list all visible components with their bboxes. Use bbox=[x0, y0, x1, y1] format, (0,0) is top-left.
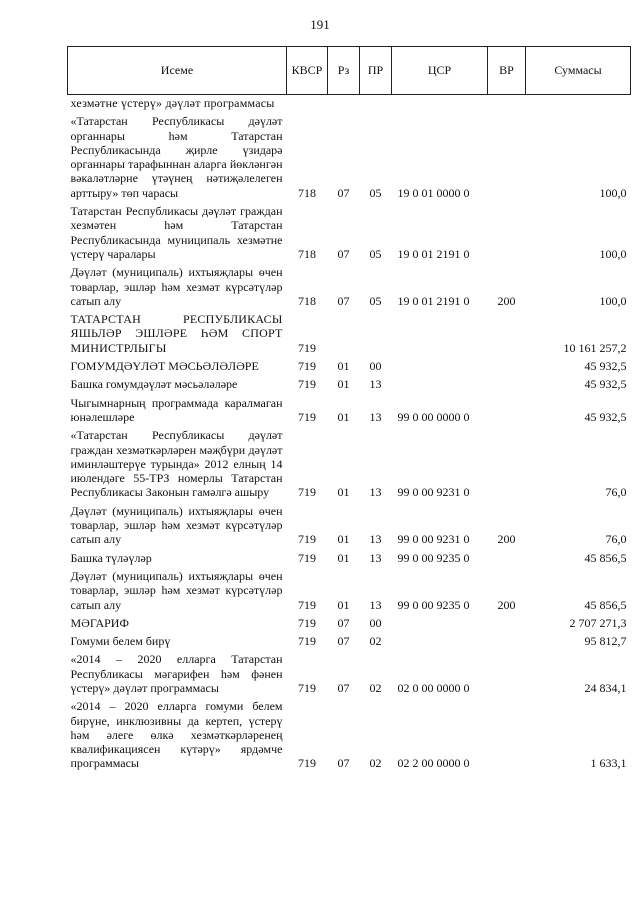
table-row bbox=[68, 264, 631, 311]
table-header-row bbox=[68, 47, 631, 95]
row-pr: 00 bbox=[369, 359, 382, 374]
row-rz bbox=[328, 311, 360, 358]
header-sum: Суммасы bbox=[526, 47, 631, 95]
row-rz: 07 bbox=[337, 615, 350, 630]
table-row bbox=[68, 633, 631, 651]
row-kvsr: 718 bbox=[298, 246, 316, 261]
row-csr: 99 0 00 0000 0 bbox=[397, 409, 470, 424]
row-sum: 76,0 bbox=[605, 532, 627, 547]
row-sum: 45 856,5 bbox=[584, 550, 627, 565]
row-pr: 13 bbox=[369, 550, 382, 565]
row-sum: 24 834,1 bbox=[584, 680, 627, 695]
row-name: Дәүләт (муниципаль) ихтыяҗлары өчен товарлар, эшләр һәм хезмәт күрсәтүләр сатып алу bbox=[70, 568, 283, 612]
table-row bbox=[68, 503, 631, 550]
table-row bbox=[68, 203, 631, 264]
row-pr: 05 bbox=[369, 246, 382, 261]
table-row bbox=[68, 698, 631, 773]
row-vr bbox=[488, 651, 526, 698]
row-name: «2014 – 2020 елларга Татарстан Республикасы мәгарифен һәм фәнен үстерү» дәүләт программасы bbox=[70, 652, 283, 695]
table-row bbox=[68, 95, 631, 114]
row-csr: 19 0 01 2191 0 bbox=[397, 293, 470, 308]
row-vr bbox=[488, 698, 526, 773]
row-pr: 13 bbox=[369, 597, 382, 612]
row-kvsr: 719 bbox=[298, 756, 316, 771]
row-kvsr bbox=[287, 95, 328, 114]
row-csr: 99 0 00 9231 0 bbox=[397, 532, 470, 547]
row-name: Гомуми белем бирү bbox=[70, 634, 171, 649]
row-pr: 13 bbox=[369, 409, 382, 424]
row-name: ГОМУМДӘҮЛӘТ МӘСЬӘЛӘЛӘРЕ bbox=[70, 359, 259, 374]
row-sum: 45 932,5 bbox=[584, 377, 627, 392]
row-rz: 07 bbox=[337, 185, 350, 200]
row-kvsr: 719 bbox=[298, 340, 316, 355]
row-vr bbox=[488, 615, 526, 633]
row-kvsr: 719 bbox=[298, 634, 316, 649]
table-row bbox=[68, 550, 631, 568]
row-pr: 02 bbox=[369, 756, 382, 771]
row-pr: 00 bbox=[369, 615, 382, 630]
page-number: 191 bbox=[310, 17, 330, 32]
header-csr: ЦСР bbox=[392, 47, 488, 95]
row-sum: 45 856,5 bbox=[584, 597, 627, 612]
row-sum: 100,0 bbox=[599, 293, 627, 308]
row-rz: 07 bbox=[337, 246, 350, 261]
row-pr: 05 bbox=[369, 185, 382, 200]
row-name: «Татарстан Республикасы дәүләт граждан хезмәткәрләрен мәҗбүри дәүләт иминләштерүе турында» 2012 елның 14 июлендәге 55-ТРЗ номерлы Татарстан Республикасы Законын гамәлгә ашыру bbox=[70, 428, 283, 500]
row-kvsr: 719 bbox=[298, 597, 316, 612]
header-kvsr: КВСР bbox=[287, 47, 328, 95]
row-sum: 1 633,1 bbox=[590, 756, 627, 771]
row-rz: 01 bbox=[337, 532, 350, 547]
row-sum: 100,0 bbox=[599, 185, 627, 200]
row-csr bbox=[392, 633, 488, 651]
row-vr: 200 bbox=[497, 293, 516, 308]
row-kvsr: 719 bbox=[298, 409, 316, 424]
row-csr bbox=[392, 358, 488, 376]
budget-table bbox=[67, 46, 631, 774]
row-pr: 13 bbox=[369, 377, 382, 392]
row-name: «Татарстан Республикасы дәүләт органнары һәм Татарстан Республикасында җирле үзидарә органнары тарафыннан аларга йөкләнгән вәкаләтләрне үтәүнең нәтиҗәлелеген арттыру» төп чарасы bbox=[70, 114, 283, 200]
row-name: «2014 – 2020 елларга гомуми белем бирүне, инклюзивны да кертеп, үстерү һәм әлеге өлкә хезмәткәрләренең квалификациясен күтәрү» ярдәмче программасы bbox=[70, 699, 283, 771]
row-rz: 01 bbox=[337, 359, 350, 374]
row-pr: 02 bbox=[369, 634, 382, 649]
row-kvsr: 719 bbox=[298, 485, 316, 500]
row-sum: 2 707 271,3 bbox=[569, 615, 627, 630]
row-sum: 100,0 bbox=[599, 246, 627, 261]
table-row bbox=[68, 615, 631, 633]
row-csr bbox=[392, 95, 488, 114]
row-kvsr: 719 bbox=[298, 680, 316, 695]
row-csr: 99 0 00 9235 0 bbox=[397, 550, 470, 565]
row-sum: 45 932,5 bbox=[584, 409, 627, 424]
row-vr bbox=[488, 427, 526, 502]
row-rz: 07 bbox=[337, 293, 350, 308]
row-rz: 01 bbox=[337, 550, 350, 565]
row-name: Дәүләт (муниципаль) ихтыяҗлары өчен товарлар, эшләр һәм хезмәт күрсәтүләр сатып алу bbox=[70, 265, 283, 308]
row-csr: 02 2 00 0000 0 bbox=[397, 756, 470, 771]
row-pr: 05 bbox=[369, 293, 382, 308]
row-pr: 13 bbox=[369, 485, 382, 500]
row-name: Дәүләт (муниципаль) ихтыяҗлары өчен товарлар, эшләр һәм хезмәт күрсәтүләр сатып алу bbox=[70, 503, 283, 547]
row-name: Башка түләүләр bbox=[70, 550, 152, 565]
row-rz: 01 bbox=[337, 485, 350, 500]
row-rz: 07 bbox=[337, 680, 350, 695]
row-pr: 13 bbox=[369, 532, 382, 547]
row-sum bbox=[526, 95, 631, 114]
row-rz: 01 bbox=[337, 377, 350, 392]
row-sum: 45 932,5 bbox=[584, 359, 627, 374]
row-name: Татарстан Республикасы дәүләт граждан хезмәтен һәм Татарстан Республикасында муниципаль хезмәтне үстерү чаралары bbox=[70, 204, 283, 261]
row-vr bbox=[488, 358, 526, 376]
row-rz bbox=[328, 95, 360, 114]
row-name: ТАТАРСТАН РЕСПУБЛИКАСЫ ЯШЬЛӘР ЭШЛӘРЕ ҺӘМ СПОРТ МИНИСТРЛЫГЫ bbox=[70, 312, 283, 355]
row-csr: 02 0 00 0000 0 bbox=[397, 680, 470, 695]
header-name: Исеме bbox=[68, 47, 287, 95]
row-kvsr: 719 bbox=[298, 377, 316, 392]
table-row bbox=[68, 568, 631, 615]
row-kvsr: 719 bbox=[298, 532, 316, 547]
row-csr: 99 0 00 9231 0 bbox=[397, 485, 470, 500]
row-vr bbox=[488, 395, 526, 428]
row-csr bbox=[392, 615, 488, 633]
row-rz: 07 bbox=[337, 756, 350, 771]
row-vr bbox=[488, 311, 526, 358]
table-row bbox=[68, 427, 631, 502]
row-vr bbox=[488, 633, 526, 651]
row-sum: 95 812,7 bbox=[584, 634, 627, 649]
row-sum: 76,0 bbox=[605, 485, 627, 500]
header-vr: ВР bbox=[488, 47, 526, 95]
row-pr bbox=[360, 95, 392, 114]
table-row bbox=[68, 395, 631, 428]
table-row bbox=[68, 376, 631, 394]
row-csr: 19 0 01 2191 0 bbox=[397, 246, 470, 261]
row-kvsr: 719 bbox=[298, 615, 316, 630]
row-csr: 99 0 00 9235 0 bbox=[397, 597, 470, 612]
row-kvsr: 718 bbox=[298, 185, 316, 200]
row-pr bbox=[360, 311, 392, 358]
row-vr bbox=[488, 113, 526, 203]
row-kvsr: 719 bbox=[298, 359, 316, 374]
row-pr: 02 bbox=[369, 680, 382, 695]
header-rz: Рз bbox=[328, 47, 360, 95]
row-sum: 10 161 257,2 bbox=[563, 340, 627, 355]
header-pr: ПР bbox=[360, 47, 392, 95]
row-name: Чыгымнарның программада каралмаган юнәлешләре bbox=[70, 395, 283, 424]
row-rz: 07 bbox=[337, 634, 350, 649]
row-csr bbox=[392, 376, 488, 394]
row-kvsr: 718 bbox=[298, 293, 316, 308]
row-vr: 200 bbox=[497, 597, 516, 612]
row-name: МӘГАРИФ bbox=[70, 615, 129, 630]
row-name: хезмәтне үстерү» дәүләт программасы bbox=[70, 96, 275, 110]
row-vr bbox=[488, 376, 526, 394]
table-row bbox=[68, 113, 631, 203]
row-kvsr: 719 bbox=[298, 550, 316, 565]
row-vr: 200 bbox=[497, 532, 516, 547]
row-vr bbox=[488, 95, 526, 114]
row-rz: 01 bbox=[337, 597, 350, 612]
row-name: Башка гомумдәүләт мәсьәләләре bbox=[70, 377, 238, 392]
row-rz: 01 bbox=[337, 409, 350, 424]
table-row bbox=[68, 358, 631, 376]
row-vr bbox=[488, 550, 526, 568]
row-csr: 19 0 01 0000 0 bbox=[397, 185, 470, 200]
row-vr bbox=[488, 203, 526, 264]
row-csr bbox=[392, 311, 488, 358]
table-row bbox=[68, 311, 631, 358]
table-row bbox=[68, 651, 631, 698]
